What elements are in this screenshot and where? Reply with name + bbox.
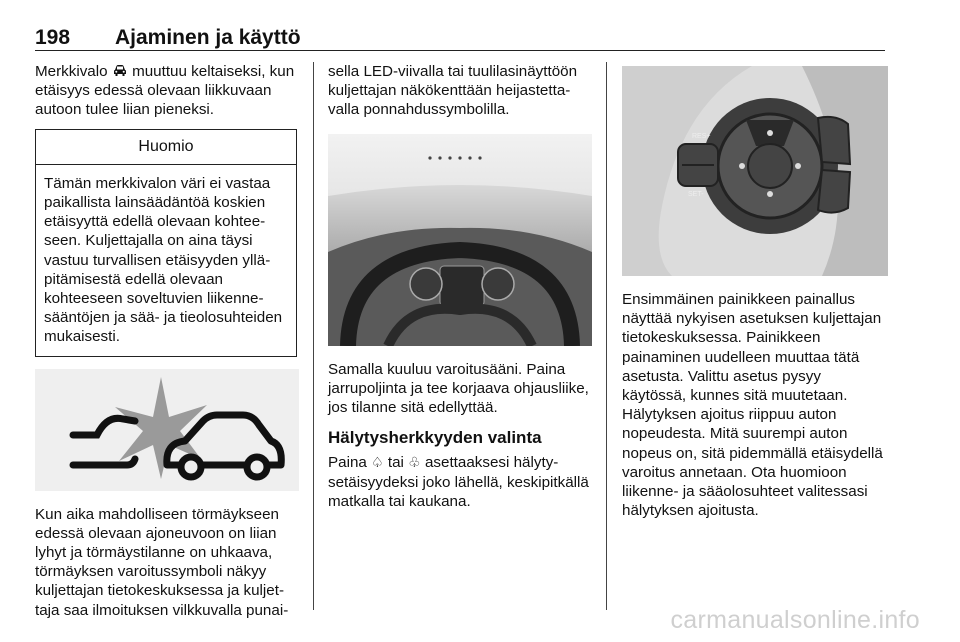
set-label: SET-	[688, 191, 704, 198]
front-car-front-wheel	[247, 457, 267, 477]
distance-increase-icon: ♤	[371, 454, 384, 471]
collision-paragraph: Kun aika mahdolliseen törmäykseen edessä olevaan ajoneuvoon on liian lyhyt ja törmäystilanne on uhkaava, törmäyksen varoitussymboli näkyy kuljettajan tietokeskuksessa ja kuljettaja saa ilmoituksen vilkkuvalla punai-	[35, 505, 289, 619]
distance-decrease-icon: ♧	[408, 454, 421, 471]
collision-warning-illustration	[35, 369, 299, 491]
dashboard-illustration	[328, 134, 592, 346]
steering-controls-figure	[622, 66, 888, 276]
collision-warning-figure	[35, 369, 299, 491]
dashboard-figure	[328, 134, 592, 346]
page-header	[35, 26, 885, 51]
front-car-rear-wheel	[181, 457, 201, 477]
car-indicator-icon	[112, 64, 128, 77]
button-press-paragraph: Ensimmäinen painikkeen painallus näyttää nykyisen asetuksen kuljettajan tietokeskuksessa. Painikkeen painaminen uudelleen muuttaa tätä asetusta. Valittu asetus pysyy käytössä, kunnes sitä muutetaan. Hälytyksen ajoitus riippuu auton nopeudesta. Mitä suurempi auton nopeus on, sitä pidemmällä etäisydellä varoitus annetaan. Ota huomioon liikenne- ja sääolosuhteet valitessasi hälytyksen ajoitusta.	[622, 291, 883, 520]
column-2	[328, 62, 594, 511]
continued-paragraph: sella LED-viivalla tai tuulilasinäyttöön kuljettajan näkökenttään heijastettavalla ponnahdussymbolilla.	[328, 63, 578, 119]
center-button	[748, 144, 792, 188]
column-1	[35, 62, 303, 620]
page-number: 198	[35, 26, 71, 49]
note-box	[35, 129, 297, 357]
note-title: Huomio	[36, 130, 296, 165]
column-divider-1	[313, 62, 314, 610]
instrument-cluster	[440, 266, 484, 306]
side-button-lower	[818, 170, 850, 213]
res-label: RES+	[692, 133, 711, 140]
side-button-upper	[818, 117, 850, 164]
section-subheading: Hälytysherkkyyden valinta	[328, 428, 542, 448]
warning-sound-paragraph: Samalla kuuluu varoitusääni. Paina jarrupoljinta ja tee korjaava ohjausliike, jos tilanne sitä edellyttää.	[328, 360, 589, 417]
watermark: carmanualsonline.info	[670, 606, 920, 634]
steering-controls-illustration	[622, 66, 888, 276]
intro-paragraph: Merkkivalo muuttuu keltaiseksi, kun etäisyys edessä olevaan liikkuvaan autoon tulee liian pieneksi.	[35, 63, 295, 119]
sensitivity-paragraph: Paina ♤ tai ♧ asettaaksesi hälytysetäisyydeksi joko lähellä, keskipitkällä matkalla tai kaukana.	[328, 454, 589, 510]
page-title: Ajaminen ja käyttö	[115, 26, 301, 49]
note-body: Tämän merkkivalon väri ei vastaa paikallista lainsäädäntöä koskien etäisyyttä edellä olevaan kohteeseen. Kuljettajalla on aina täysi vastuu turvallisen etäisyyden ylläpitämisestä edellä olevaan kohteeseen soveltuvien liikennesääntöjen ja sää- ja tieolosuhteiden mukaisesti.	[44, 174, 283, 346]
column-divider-2	[606, 62, 607, 610]
column-3	[622, 62, 888, 520]
